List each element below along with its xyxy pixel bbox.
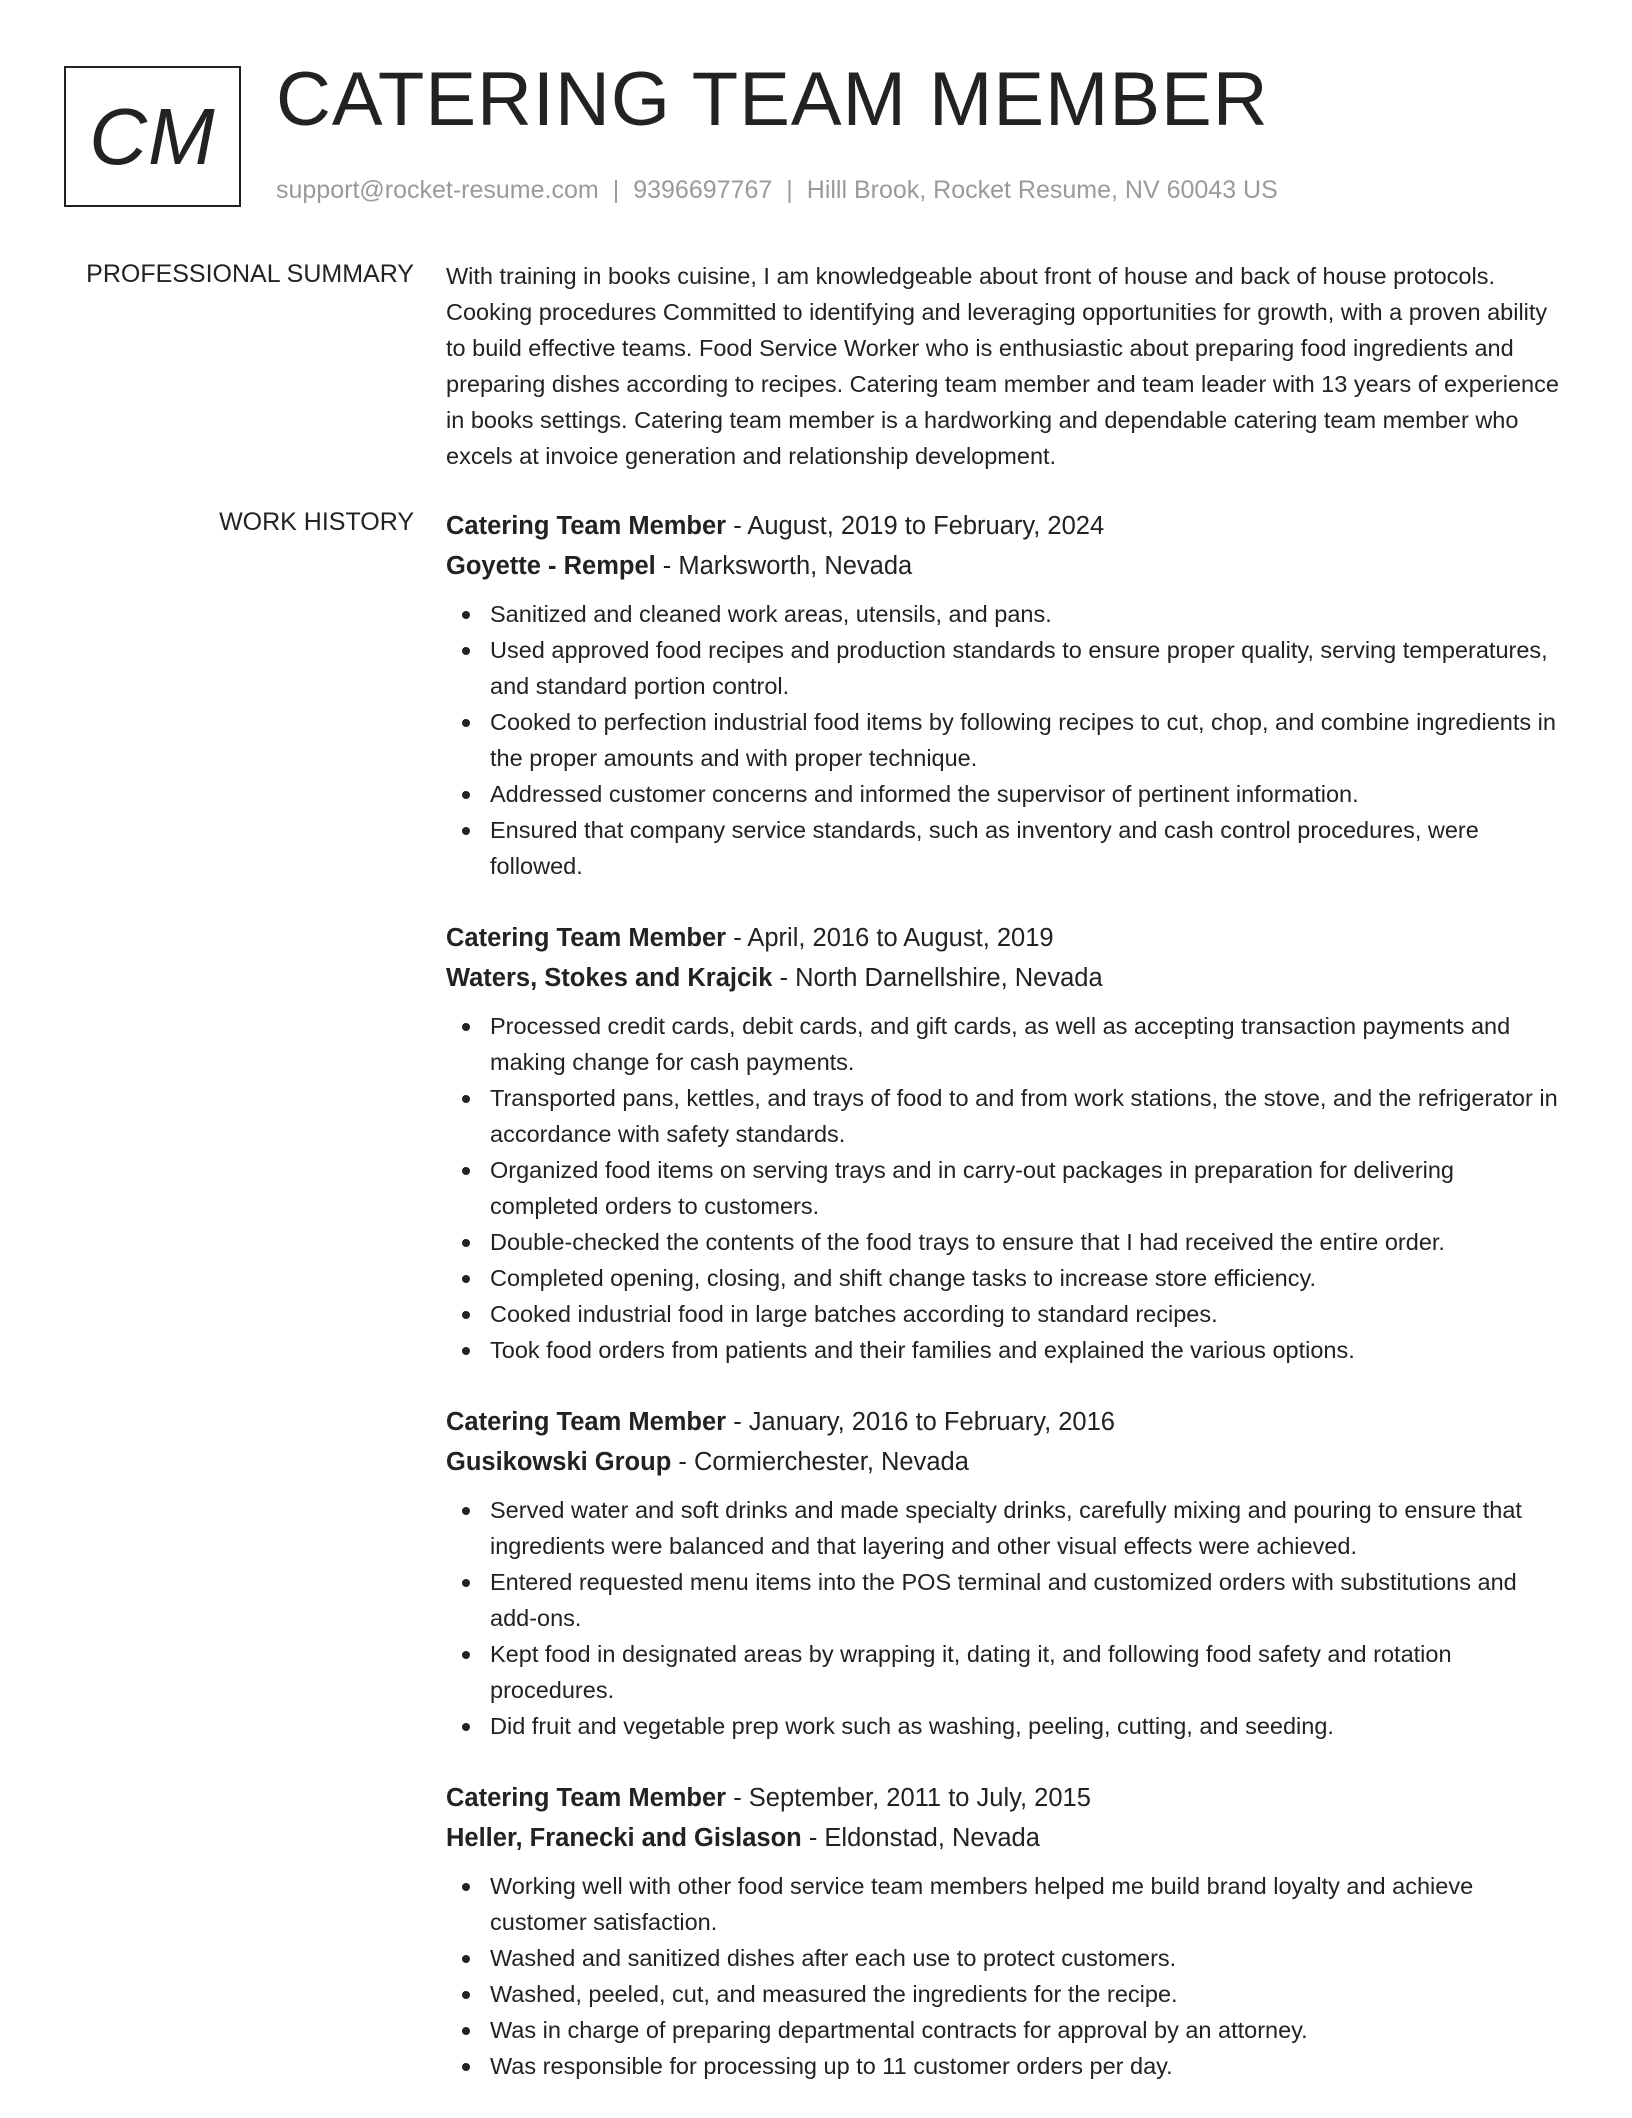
contact-line: [276, 174, 1278, 206]
list-item: [446, 2048, 1566, 2084]
job-title-line: [446, 1778, 1566, 1818]
list-item: [446, 704, 1566, 776]
job-company: Heller, Franecki and Gislason: [446, 1824, 802, 1852]
bullet-text: Cooked industrial food in large batches according to standard recipes.: [490, 1301, 1218, 1327]
job-title: Catering Team Member: [446, 1784, 727, 1812]
bullet-text: Transported pans, kettles, and trays of food to and from work stations, the stove, and the refrigerator in accordance with safety standards.: [490, 1085, 1558, 1147]
job-company: Waters, Stokes and Krajcik: [446, 964, 773, 992]
list-item: [446, 1332, 1566, 1368]
job-entry: [446, 1778, 1566, 2084]
job-title-line: [446, 506, 1566, 546]
job-title: Catering Team Member: [446, 924, 727, 952]
summary-text: With training in books cuisine, I am knowledgeable about front of house and back of house protocols. Cooking procedures Committed to identifying and leveraging opportunities for growth, with a proven ability to build effective teams. Food Service Worker who is enthusiastic about preparing food ingredients and preparing dishes according to recipes. Catering team member and team leader with 13 years of experience in books settings. Catering team member is a hardworking and dependable catering team member who excels at invoice generation and relationship development.: [446, 263, 1559, 469]
bullet-text: Entered requested menu items into the POS terminal and customized orders with substitutions and add-ons.: [490, 1569, 1517, 1631]
bullet-icon: [462, 1651, 470, 1659]
list-item: [446, 1080, 1566, 1152]
job-bullet-list: [446, 596, 1566, 884]
job-location: - Cormierchester, Nevada: [671, 1448, 969, 1476]
bullet-icon: [462, 1723, 470, 1731]
bullet-icon: [462, 1507, 470, 1515]
job-location: - Marksworth, Nevada: [655, 552, 913, 580]
bullet-icon: [462, 791, 470, 799]
bullet-icon: [462, 827, 470, 835]
job-company-line: [446, 958, 1566, 998]
email-link[interactable]: support@rocket-resume.com: [276, 176, 599, 204]
bullet-icon: [462, 611, 470, 619]
job-title-line: [446, 918, 1566, 958]
section-label-summary: PROFESSIONAL SUMMARY: [86, 260, 414, 288]
job-title: Catering Team Member: [446, 1408, 727, 1436]
list-item: [446, 596, 1566, 632]
job-title-line: [446, 1402, 1566, 1442]
job-dates: - August, 2019 to February, 2024: [726, 512, 1105, 540]
list-item: [446, 1940, 1566, 1976]
list-item: [446, 1492, 1566, 1564]
job-company: Gusikowski Group: [446, 1448, 672, 1476]
job-entry: [446, 918, 1566, 1368]
job-location: - North Darnellshire, Nevada: [772, 964, 1103, 992]
job-bullet-list: [446, 1868, 1566, 2084]
list-item: [446, 1008, 1566, 1080]
job-entry: [446, 506, 1566, 884]
job-entry: [446, 1402, 1566, 1744]
bullet-icon: [462, 1955, 470, 1963]
bullet-text: Processed credit cards, debit cards, and gift cards, as well as accepting transaction payments and making change for cash payments.: [490, 1013, 1511, 1075]
bullet-icon: [462, 1579, 470, 1587]
bullet-icon: [462, 647, 470, 655]
bullet-icon: [462, 1275, 470, 1283]
list-item: [446, 1564, 1566, 1636]
bullet-icon: [462, 2063, 470, 2071]
bullet-text: Washed and sanitized dishes after each use to protect customers.: [490, 1945, 1177, 1971]
bullet-icon: [462, 1095, 470, 1103]
bullet-text: Sanitized and cleaned work areas, utensils, and pans.: [490, 601, 1052, 627]
bullet-icon: [462, 719, 470, 727]
bullet-text: Used approved food recipes and production standards to ensure proper quality, serving temperatures, and standard portion control.: [490, 637, 1548, 699]
resume-title: CATERING TEAM MEMBER: [276, 57, 1269, 142]
contact-separator: |: [786, 176, 793, 204]
bullet-text: Addressed customer concerns and informed the supervisor of pertinent information.: [490, 781, 1359, 807]
job-location: - Eldonstad, Nevada: [801, 1824, 1040, 1852]
work-history-list: [446, 506, 1566, 2118]
bullet-text: Completed opening, closing, and shift change tasks to increase store efficiency.: [490, 1265, 1317, 1291]
monogram-logo: CM: [64, 66, 241, 207]
list-item: [446, 1868, 1566, 1940]
bullet-text: Served water and soft drinks and made specialty drinks, carefully mixing and pouring to ensure that ingredients were balanced and that layering and other visual effects were achieved.: [490, 1497, 1522, 1559]
phone-number[interactable]: 9396697767: [633, 176, 773, 204]
list-item: [446, 2012, 1566, 2048]
address: Hilll Brook, Rocket Resume, NV 60043 US: [806, 176, 1278, 204]
list-item: [446, 1708, 1566, 1744]
bullet-icon: [462, 1991, 470, 1999]
bullet-text: Working well with other food service team members helped me build brand loyalty and achieve customer satisfaction.: [490, 1873, 1474, 1935]
bullet-icon: [462, 1347, 470, 1355]
list-item: [446, 1260, 1566, 1296]
list-item: [446, 1636, 1566, 1708]
section-label-work-history: WORK HISTORY: [219, 508, 414, 536]
list-item: [446, 1976, 1566, 2012]
job-bullet-list: [446, 1008, 1566, 1368]
bullet-text: Did fruit and vegetable prep work such as washing, peeling, cutting, and seeding.: [490, 1713, 1334, 1739]
job-company-line: [446, 1442, 1566, 1482]
bullet-text: Was in charge of preparing departmental contracts for approval by an attorney.: [490, 2017, 1308, 2043]
list-item: [446, 1224, 1566, 1260]
job-company-line: [446, 1818, 1566, 1858]
job-company-line: [446, 546, 1566, 586]
bullet-text: Organized food items on serving trays and in carry-out packages in preparation for delivering completed orders to customers.: [490, 1157, 1455, 1219]
contact-separator: |: [612, 176, 620, 204]
bullet-text: Washed, peeled, cut, and measured the ingredients for the recipe.: [490, 1981, 1178, 2007]
list-item: [446, 1152, 1566, 1224]
bullet-icon: [462, 1023, 470, 1031]
bullet-text: Took food orders from patients and their families and explained the various options.: [490, 1337, 1355, 1363]
list-item: [446, 776, 1566, 812]
bullet-icon: [462, 1883, 470, 1891]
bullet-text: Cooked to perfection industrial food items by following recipes to cut, chop, and combine ingredients in the proper amounts and with proper technique.: [490, 709, 1556, 771]
job-dates: - September, 2011 to July, 2015: [726, 1784, 1091, 1812]
job-title: Catering Team Member: [446, 512, 727, 540]
bullet-icon: [462, 1167, 470, 1175]
job-bullet-list: [446, 1492, 1566, 1744]
bullet-icon: [462, 1239, 470, 1247]
bullet-text: Was responsible for processing up to 11 customer orders per day.: [490, 2053, 1173, 2079]
bullet-icon: [462, 1311, 470, 1319]
list-item: [446, 1296, 1566, 1332]
bullet-text: Kept food in designated areas by wrapping it, dating it, and following food safety and rotation procedures.: [490, 1641, 1452, 1703]
bullet-text: Ensured that company service standards, such as inventory and cash control procedures, were followed.: [490, 817, 1479, 879]
list-item: [446, 812, 1566, 884]
bullet-icon: [462, 2027, 470, 2035]
bullet-text: Double-checked the contents of the food trays to ensure that I had received the entire order.: [490, 1229, 1445, 1255]
job-company: Goyette - Rempel: [446, 552, 656, 580]
list-item: [446, 632, 1566, 704]
job-dates: - January, 2016 to February, 2016: [726, 1408, 1115, 1436]
job-dates: - April, 2016 to August, 2019: [726, 924, 1054, 952]
